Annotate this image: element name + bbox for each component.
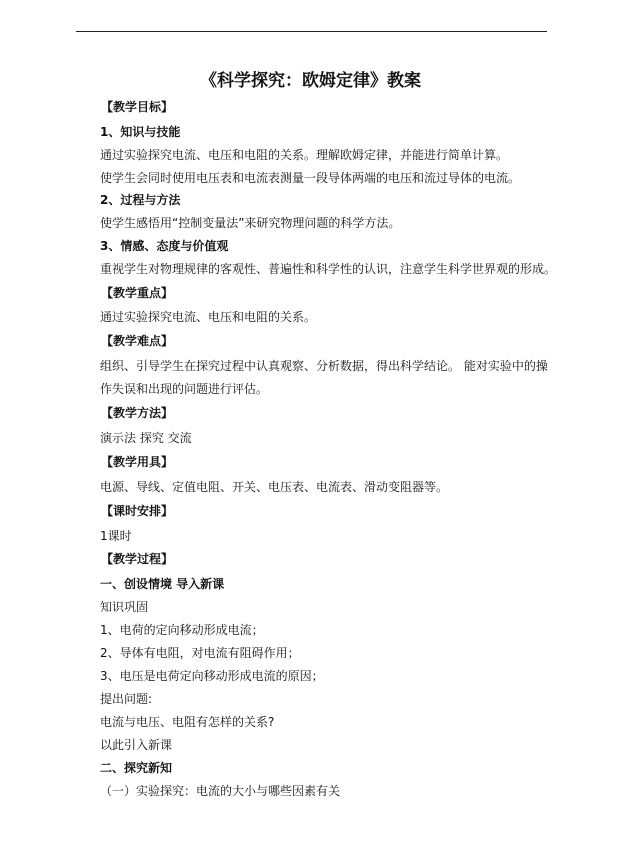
section-heading-teaching-aids: 【教学用具】 (101, 455, 174, 469)
paragraph-line: 使学生感悟用“控制变量法”来研究物理问题的科学方法。 (100, 216, 401, 230)
section-heading-process: 【教学过程】 (101, 552, 174, 566)
section-heading-objectives: 【教学目标】 (101, 100, 174, 114)
list-item: 2、导体有电阻，对电流有阻碍作用； (100, 646, 300, 660)
paragraph-line: 知识巩固 (100, 600, 149, 614)
subheading-introduction: 一、创设情境 导入新课 (100, 577, 225, 591)
section-heading-methods: 【教学方法】 (101, 406, 174, 420)
section-heading-schedule: 【课时安排】 (101, 504, 174, 518)
paragraph-line: 组织、引导学生在探究过程中认真观察、分析数据，得出科学结论。 能对实验中的操 (100, 359, 548, 373)
paragraph-line: 作失误和出现的问题进行评估。 (100, 382, 269, 396)
paragraph-line: 提出问题: (100, 692, 153, 706)
subheading-new-knowledge: 二、探究新知 (100, 761, 173, 775)
section-heading-key-points: 【教学重点】 (101, 286, 174, 300)
section-heading-difficulties: 【教学难点】 (101, 334, 174, 348)
paragraph-line: 通过实验探究电流、电压和电阻的关系。 (100, 310, 317, 324)
document-title: 《科学探究：欧姆定律》教案 (200, 71, 421, 91)
list-item: 3、电压是电荷定向移动形成电流的原因； (100, 669, 324, 683)
list-item: 1、电荷的定向移动形成电流； (100, 623, 264, 637)
paragraph-line: （一）实验探究：电流的大小与哪些因素有关 (100, 784, 341, 798)
subheading-knowledge-skills: 1、知识与技能 (100, 125, 181, 139)
paragraph-line: 演示法 探究 交流 (100, 431, 192, 445)
paragraph-line: 1课时 (100, 529, 132, 543)
paragraph-line: 通过实验探究电流、电压和电阻的关系。理解欧姆定律，并能进行简单计算。 (100, 148, 509, 162)
paragraph-line: 电流与电压、电阻有怎样的关系? (100, 715, 275, 729)
paragraph-line: 使学生会同时使用电压表和电流表测量一段导体两端的电压和流过导体的电流。 (100, 171, 521, 185)
paragraph-line: 以此引入新课 (100, 738, 173, 752)
header-rule (76, 31, 547, 32)
subheading-attitude-values: 3、情感、态度与价值观 (100, 239, 229, 253)
subheading-process-method: 2、过程与方法 (100, 193, 181, 207)
paragraph-line: 重视学生对物理规律的客观性、普遍性和科学性的认识，注意学生科学世界观的形成。 (100, 262, 557, 276)
paragraph-line: 电源、导线、定值电阻、开关、电压表、电流表、滑动变阻器等。 (100, 480, 449, 494)
